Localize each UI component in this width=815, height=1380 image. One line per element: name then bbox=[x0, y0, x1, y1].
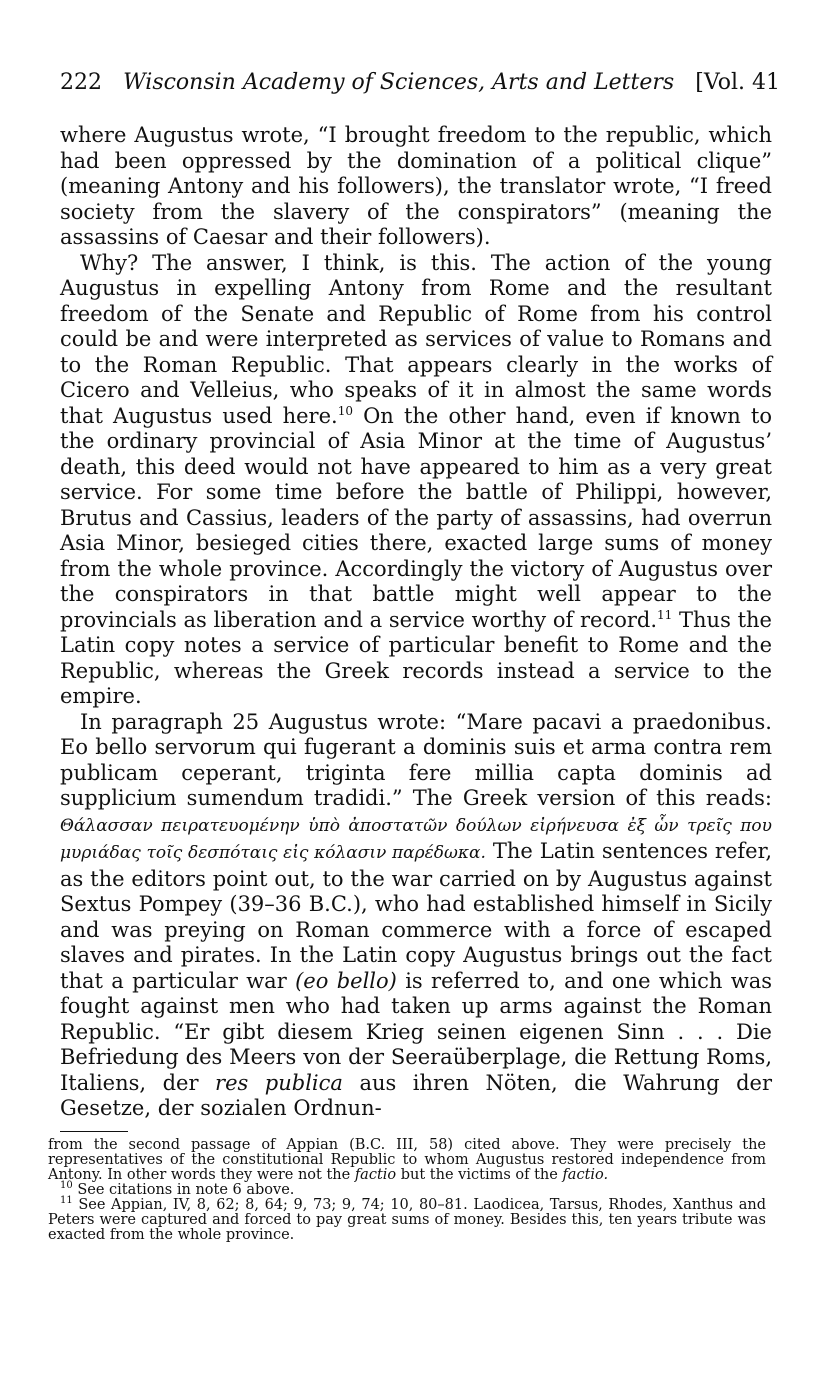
footnote-11-text: See Appian, IV, 8, 62; 8, 64; 9, 73; 9, 74; 10, 80–81. Laodicea, Tarsus, Rhodes, Xanthus and Peters were captured and forced to pay great sums of money. Besides this, ten years tribute was exacted from the whole province. bbox=[48, 1197, 766, 1243]
paragraph-2-text-c: Thus the Latin copy notes a service of particular benefit to Rome and the Republic, whereas the Greek records instead a service to the empire. bbox=[60, 607, 772, 708]
footnote-ref-11: 11 bbox=[657, 607, 673, 622]
footnotes bbox=[48, 1138, 766, 1243]
greek-quotation: Θάλασσαν πειρατευομένην ὑπὸ ἀποστατῶν δούλων εἰρήνευσα ἐξ ὧν τρεῖς που μυριάδας τοῖς δεσπόταις εἰς κόλασιν παρέδωκα. bbox=[60, 815, 772, 863]
paragraph-3-text-b: The Latin sentences refer, as the editors point out, to the war carried on by Augustus against Sextus Pompey (39–36 B.C.), who had established himself in Sicily and was preying on Roman commerce with a force of escaped slaves and pirates. In the Latin copy Augustus brings out the fact that a particular war bbox=[60, 839, 772, 993]
paragraph-3 bbox=[60, 710, 772, 1122]
paragraph-2 bbox=[60, 251, 772, 710]
footnote-continuation-text-b: but the victims of the bbox=[396, 1167, 563, 1183]
res-publica-phrase: res publica bbox=[215, 1070, 343, 1095]
footnote-divider bbox=[60, 1131, 128, 1132]
eo-bello-phrase: (eo bello) bbox=[295, 968, 397, 993]
page-number: 222 bbox=[60, 70, 102, 95]
factio-term-2: factio. bbox=[562, 1167, 609, 1183]
footnote-continuation-text-a: from the second passage of Appian (B.C. III, 58) cited above. They were precisely the representatives of the constitutional Republic to whom Augustus restored independence from Antony. In other words they were not the bbox=[48, 1137, 766, 1183]
footnote-10-number: 10 bbox=[60, 1180, 73, 1192]
body-text bbox=[60, 123, 772, 1122]
footnote-11 bbox=[48, 1195, 766, 1243]
running-header bbox=[60, 70, 780, 110]
footnote-10-text: See citations in note 6 above. bbox=[72, 1182, 295, 1198]
paragraph-1: where Augustus wrote, “I brought freedom to the republic, which had been oppressed by the domination of a political clique” (meaning Antony and his followers), the translator wrote, “I freed society from the slavery of the conspirators” (meaning the assassins of Caesar and their followers). bbox=[60, 123, 772, 249]
volume-label: [Vol. 41 bbox=[695, 70, 780, 95]
paragraph-2-text-b: On the other hand, even if known to the ordinary provincial of Asia Minor at the time of Augustus’ death, this deed would not have appeared to him as a very great service. For some time before the battle of Philippi, however, Brutus and Cassius, leaders of the party of assassins, had overrun Asia Minor, besieged cities there, exacted large sums of money from the whole province. Accordingly the victory of Augustus over the conspirators in that battle might well appear to the provincials as liberation and a service worthy of record. bbox=[60, 403, 772, 632]
paragraph-2-text-a: Why? The answer, I think, is this. The action of the young Augustus in expelling Antony from Rome and the resultant freedom of the Senate and Republic of Rome from his control could be and were interpreted as services of value to Romans and to the Roman Republic. That appears clearly in the works of Cicero and Velleius, who speaks of it in almost the same words that Augustus used here. bbox=[60, 250, 772, 428]
journal-title: Wisconsin Academy of Sciences, Arts and Letters bbox=[123, 70, 675, 95]
footnote-11-number: 11 bbox=[60, 1195, 73, 1207]
footnote-ref-10: 10 bbox=[337, 403, 353, 418]
paragraph-3-text-c: is referred to, and one which was fought against men who had taken up arms against the Roman Republic. “Er gibt diesem Krieg seinen eigenen Sinn . . . Die Befriedung des Meers von der Seeraüberplage, die Rettung Roms, Italiens, der bbox=[60, 968, 772, 1095]
paragraph-3-text-a: In paragraph 25 Augustus wrote: “Mare pacavi a praedonibus. Eo bello servorum qui fugerant a dominis suis et arma contra rem publicam ceperant, triginta fere millia capta dominis ad supplicium sumendum tradidi.” The Greek version of this reads: bbox=[60, 709, 772, 810]
footnote-10 bbox=[48, 1180, 766, 1198]
paragraph-3-text-d: aus ihren Nöten, die Wahrung der Gesetze, der sozialen Ordnun- bbox=[60, 1070, 773, 1120]
factio-term: factio bbox=[354, 1167, 397, 1183]
footnote-continuation bbox=[48, 1138, 766, 1183]
